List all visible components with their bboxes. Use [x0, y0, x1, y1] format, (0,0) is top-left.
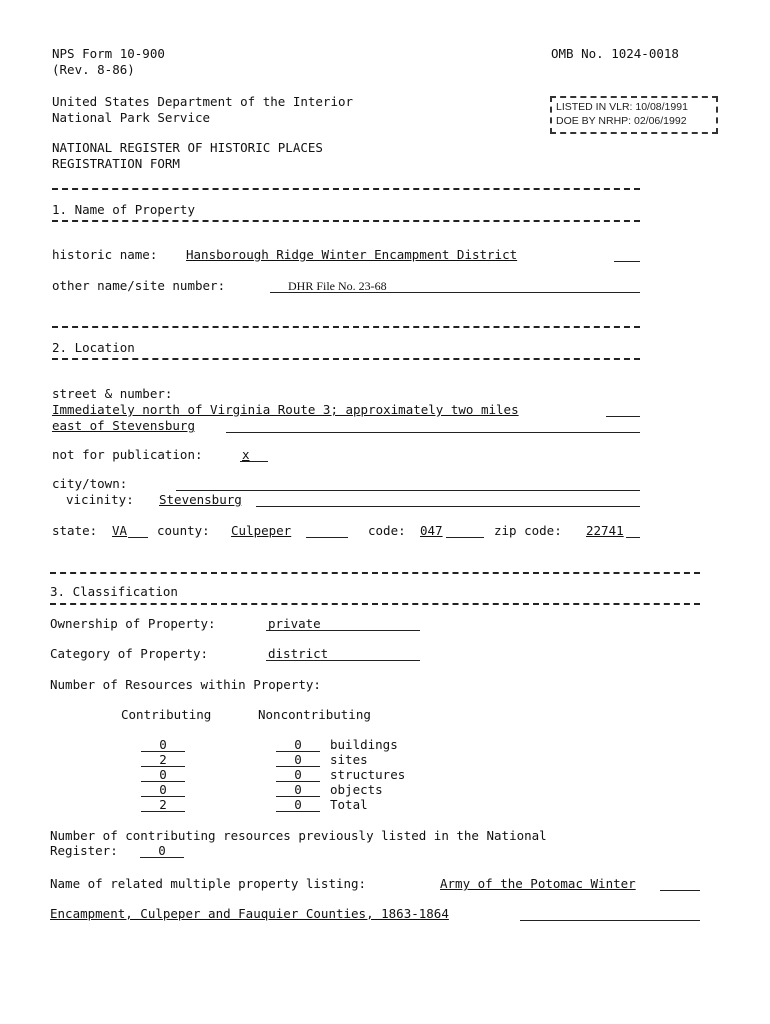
street-value-line-2: east of Stevensburg: [52, 418, 195, 433]
listing-stamp: [550, 96, 718, 134]
section-2-heading: 2. Location: [52, 340, 135, 355]
contributing-count: 0: [141, 783, 185, 797]
blank-line: [660, 890, 700, 891]
register-title: NATIONAL REGISTER OF HISTORIC PLACES: [52, 140, 323, 155]
related-listing-value-1: Army of the Potomac Winter: [440, 876, 636, 891]
category-value: district: [268, 646, 329, 661]
vicinity-label: vicinity:: [66, 492, 134, 507]
department-name: United States Department of the Interior: [52, 94, 354, 109]
section-separator: [52, 188, 640, 190]
contributing-header: Contributing: [121, 707, 212, 722]
section-1-heading: 1. Name of Property: [52, 202, 195, 217]
resource-type-label: structures: [330, 767, 406, 782]
other-name-value: DHR File No. 23-68: [288, 279, 387, 293]
noncontributing-count: 0: [276, 798, 320, 812]
not-for-publication-label: not for publication:: [52, 447, 203, 462]
city-blank-line: [176, 490, 640, 491]
vicinity-value: Stevensburg: [159, 492, 242, 507]
noncontributing-count: 0: [276, 738, 320, 752]
stamp-line-nrhp: DOE BY NRHP: 02/06/1992: [556, 115, 687, 127]
blank-line: [266, 660, 420, 661]
section-separator: [52, 220, 640, 222]
blank-line: [266, 630, 420, 631]
blank-line: [606, 416, 640, 417]
related-listing-value-2: Encampment, Culpeper and Fauquier Counties, 1863-1864: [50, 906, 449, 921]
contributing-count: 0: [141, 768, 185, 782]
resources-label: Number of Resources within Property:: [50, 677, 321, 692]
street-label: street & number:: [52, 386, 173, 401]
contributing-count: 0: [141, 738, 185, 752]
section-separator: [52, 326, 640, 328]
noncontributing-count: 0: [276, 783, 320, 797]
blank-line: [626, 537, 640, 538]
section-3-heading: 3. Classification: [50, 584, 178, 599]
blank-line: [446, 537, 484, 538]
resource-type-label: sites: [330, 752, 368, 767]
section-separator: [52, 358, 640, 360]
form-revision: (Rev. 8-86): [52, 62, 135, 77]
noncontributing-header: Noncontributing: [258, 707, 371, 722]
blank-line: [614, 261, 640, 262]
county-label: county:: [157, 523, 210, 538]
blank-line: [306, 537, 348, 538]
historic-name-value: Hansborough Ridge Winter Encampment District: [186, 247, 518, 262]
historic-name-label: historic name:: [52, 247, 158, 262]
category-label: Category of Property:: [50, 646, 209, 661]
blank-line: [270, 292, 640, 293]
blank-line: [240, 461, 268, 462]
form-title: REGISTRATION FORM: [52, 156, 180, 171]
previously-listed-label-2: Register:: [50, 843, 118, 858]
street-value-line-1: Immediately north of Virginia Route 3; approximately two miles: [52, 402, 519, 417]
other-name-label: other name/site number:: [52, 278, 226, 293]
noncontributing-count: 0: [276, 753, 320, 767]
contributing-count: 2: [141, 753, 185, 767]
contributing-count: 2: [141, 798, 185, 812]
city-label: city/town:: [52, 476, 128, 491]
service-name: National Park Service: [52, 110, 211, 125]
blank-line: [128, 537, 148, 538]
resource-type-label: Total: [330, 797, 368, 812]
zip-value: 22741: [586, 523, 624, 538]
zip-label: zip code:: [494, 523, 562, 538]
not-for-publication-value: x: [242, 447, 250, 462]
ownership-value: private: [268, 616, 321, 631]
related-listing-label: Name of related multiple property listing:: [50, 876, 367, 891]
previously-listed-label: Number of contributing resources previously listed in the National: [50, 828, 547, 843]
omb-number: OMB No. 1024-0018: [551, 46, 679, 61]
code-value: 047: [420, 523, 443, 538]
previously-listed-value: 0: [140, 844, 184, 858]
blank-line: [226, 432, 640, 433]
code-label: code:: [368, 523, 406, 538]
county-value: Culpeper: [231, 523, 292, 538]
section-separator: [50, 572, 700, 574]
resource-type-label: objects: [330, 782, 383, 797]
state-value: VA: [112, 523, 128, 538]
stamp-line-vlr: LISTED IN VLR: 10/08/1991: [556, 101, 688, 113]
blank-line: [520, 920, 700, 921]
section-separator: [50, 603, 700, 605]
ownership-label: Ownership of Property:: [50, 616, 216, 631]
blank-line: [256, 506, 640, 507]
resource-type-label: buildings: [330, 737, 398, 752]
state-label: state:: [52, 523, 98, 538]
noncontributing-count: 0: [276, 768, 320, 782]
form-number: NPS Form 10-900: [52, 46, 165, 61]
